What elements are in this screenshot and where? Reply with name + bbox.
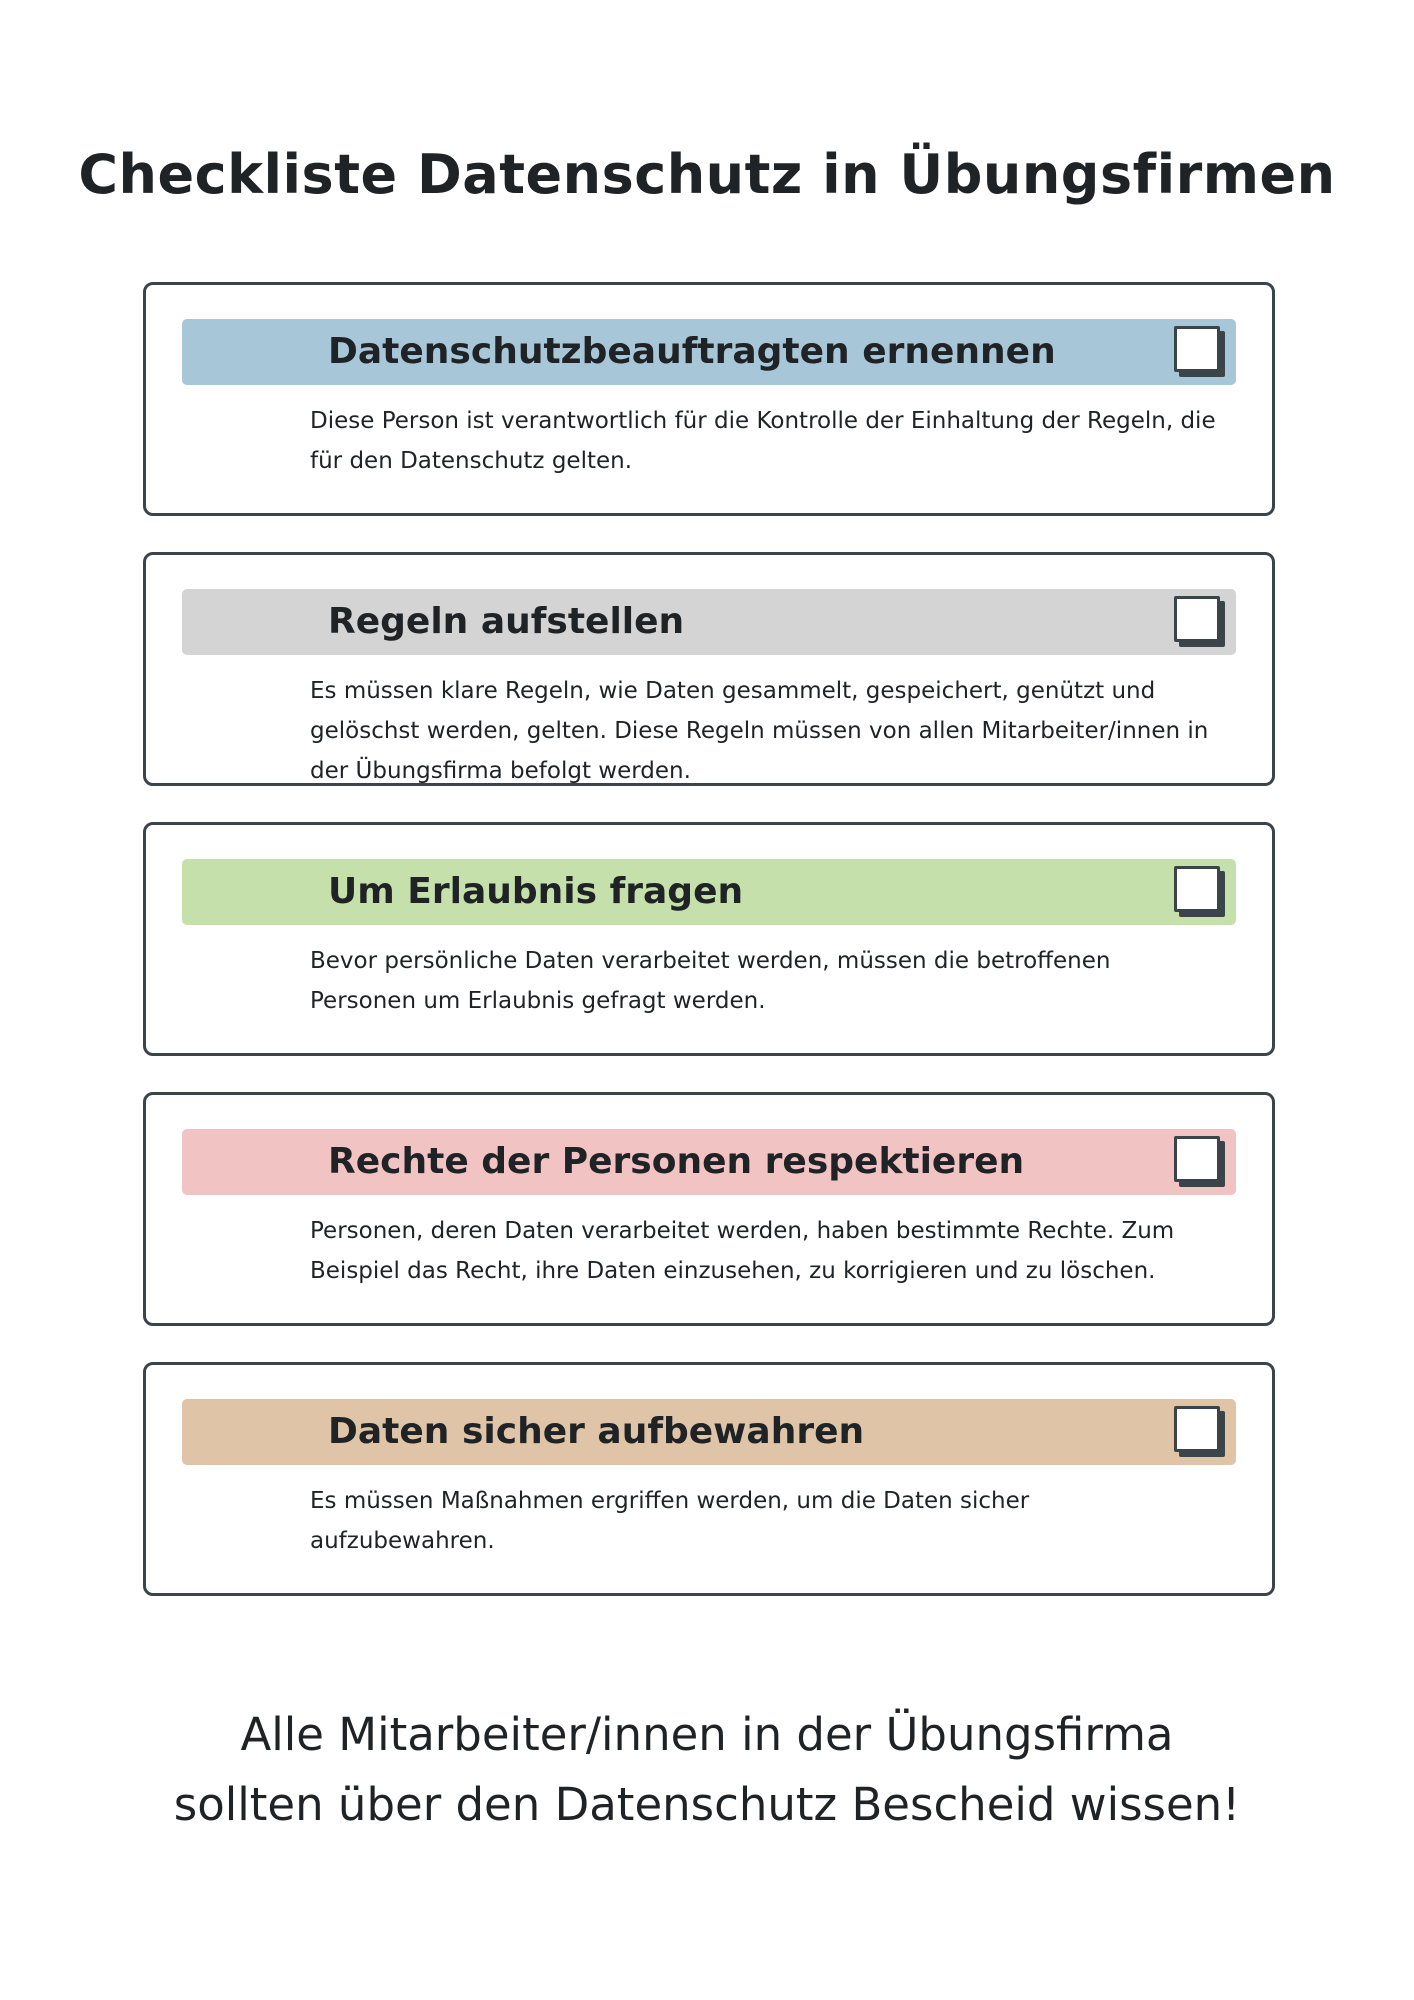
card-heading: Regeln aufstellen [328,601,685,642]
card-description: Personen, deren Daten verarbeitet werden, haben bestimmte Rechte. Zum Beispiel das Recht, ihre Daten einzusehen, zu korrigieren und zu löschen. [310,1218,1175,1284]
card-header [182,319,1236,385]
card-heading: Um Erlaubnis fragen [328,871,744,912]
page-title: Checkliste Datenschutz in Übungsfirmen [78,143,1336,206]
card-heading: Rechte der Personen respektieren [328,1141,1025,1182]
checklist-card-rechte [143,1092,1275,1326]
footer-line-1: Alle Mitarbeiter/innen in der Übungsfirma [240,1708,1174,1761]
card-heading: Datenschutzbeauftragten ernennen [328,331,1056,372]
checkbox-icon[interactable] [1174,1406,1220,1452]
checklist-card-datenschutzbeauftragter [143,282,1275,516]
card-header [182,589,1236,655]
checkbox-icon[interactable] [1174,596,1220,642]
card-header [182,859,1236,925]
checkbox-icon[interactable] [1174,326,1220,372]
card-header [182,1129,1236,1195]
card-description: Es müssen klare Regeln, wie Daten gesammelt, gespeichert, genützt und gelöschst werden, gelten. Diese Regeln müssen von allen Mitarbeiter/innen in der Übungsfirma befolgt werden. [310,678,1209,784]
checklist-card-regeln [143,552,1275,786]
checkbox-icon[interactable] [1174,1136,1220,1182]
card-header [182,1399,1236,1465]
card-description: Bevor persönliche Daten verarbeitet werden, müssen die betroffenen Personen um Erlaubnis gefragt werden. [310,948,1111,1014]
checkbox-icon[interactable] [1174,866,1220,912]
footer-line-2: sollten über den Datenschutz Bescheid wissen! [173,1778,1241,1831]
checklist-card-aufbewahren [143,1362,1275,1596]
card-heading: Daten sicher aufbewahren [328,1411,865,1452]
checklist-card-erlaubnis [143,822,1275,1056]
card-description: Es müssen Maßnahmen ergriffen werden, um die Daten sicher aufzubewahren. [310,1488,1030,1554]
card-description: Diese Person ist verantwortlich für die Kontrolle der Einhaltung der Regeln, die für den Datenschutz gelten. [310,408,1216,474]
footer-message [0,1700,1414,1840]
